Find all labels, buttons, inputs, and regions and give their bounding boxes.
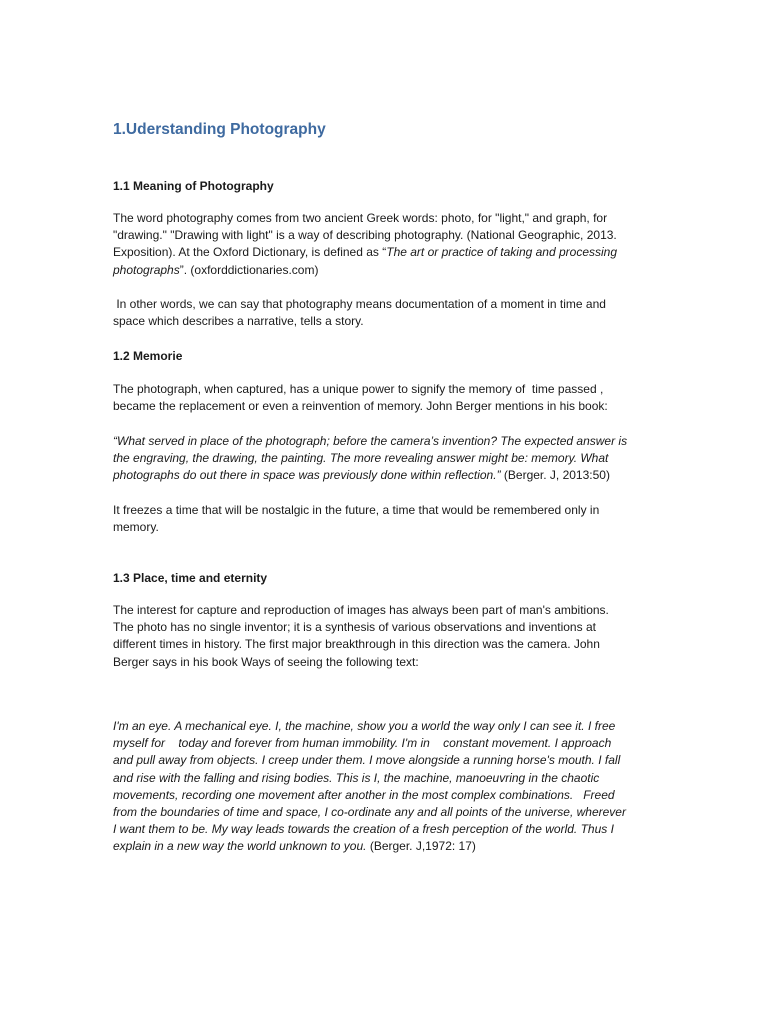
paragraph-photograph-memory	[113, 381, 653, 415]
text-line: the engraving, the drawing, the painting. The more revealing answer might be: memory. What	[113, 451, 609, 466]
text-line: In other words, we can say that photography means documentation of a moment in time and	[113, 297, 606, 311]
text-line: became the replacement or even a reinvention of memory. John Berger mentions in his book:	[113, 399, 608, 414]
section-heading-1-2: 1.2 Memorie	[113, 349, 183, 363]
text-line	[113, 244, 653, 261]
text-line: It freezes a time that will be nostalgic in the future, a time that would be remembered only in	[113, 503, 600, 517]
quote-text: photographs do out there in space was previously done within reflection.”	[113, 468, 501, 483]
text-line: “What served in place of the photograph; before the camera’s invention? The expected answer is	[113, 434, 628, 448]
text-line: from the boundaries of time and space, I co-ordinate any and all points of the universe, wherever	[113, 805, 626, 820]
text-line: myself for today and forever from human immobility. I'm in constant movement. I approach	[113, 736, 612, 751]
quote-text: explain in a new way the world unknown to you.	[113, 839, 367, 854]
text-line: The photo has no single inventor; it is a synthesis of various observations and inventions at	[113, 620, 596, 635]
text-line: different times in history. The first major breakthrough in this direction was the camera. John	[113, 637, 600, 652]
paragraph-in-other-words	[113, 296, 653, 330]
document-title: 1.Uderstanding Photography	[113, 121, 326, 138]
text-line: Berger says in his book Ways of seeing the following text:	[113, 654, 419, 669]
paragraph-meaning	[113, 210, 653, 279]
text-line: space which describes a narrative, tells a story.	[113, 314, 364, 329]
definition-quote: The art or practice of taking and processing	[386, 245, 618, 260]
block-quote-berger	[113, 433, 653, 485]
definition-quote: photographs	[113, 262, 180, 277]
citation: (Berger. J,1972: 17)	[366, 839, 476, 854]
block-quote-mechanical-eye	[113, 718, 653, 856]
text-run: Exposition). At the Oxford Dictionary, is defined as “	[113, 245, 387, 260]
section-heading-1-3: 1.3 Place, time and eternity	[113, 571, 268, 585]
paragraph-freezes-time	[113, 502, 653, 536]
text-line	[113, 262, 653, 279]
text-line	[113, 838, 653, 855]
text-line	[113, 467, 653, 484]
text-line: I'm an eye. A mechanical eye. I, the machine, show you a world the way only I can see it. I free	[113, 719, 616, 733]
text-line: and pull away from objects. I creep under them. I move alongside a running horse's mouth. I fall	[113, 753, 621, 768]
text-line: memory.	[113, 520, 159, 535]
citation: (Berger. J, 2013:50)	[500, 468, 610, 483]
text-line: I want them to be. My way leads towards the creation of a fresh perception of the world. Thus I	[113, 822, 614, 837]
text-line: The photograph, when captured, has a unique power to signify the memory of time passed ,	[113, 382, 604, 396]
text-line: The interest for capture and reproduction of images has always been part of man's ambitions.	[113, 603, 609, 617]
section-heading-1-1: 1.1 Meaning of Photography	[113, 179, 274, 193]
text-line: "drawing." "Drawing with light" is a way of describing photography. (National Geographic, 2013.	[113, 228, 617, 243]
text-line: The word photography comes from two ancient Greek words: photo, for "light," and graph, for	[113, 211, 608, 225]
text-line: and rise with the falling and rising bodies. This is I, the machine, manoeuvring in the chaotic	[113, 770, 600, 785]
text-run: ”. (oxforddictionaries.com)	[179, 262, 319, 277]
text-line: movements, recording one movement after another in the most complex combinations. Freed	[113, 787, 615, 802]
paragraph-interest-capture	[113, 602, 653, 671]
